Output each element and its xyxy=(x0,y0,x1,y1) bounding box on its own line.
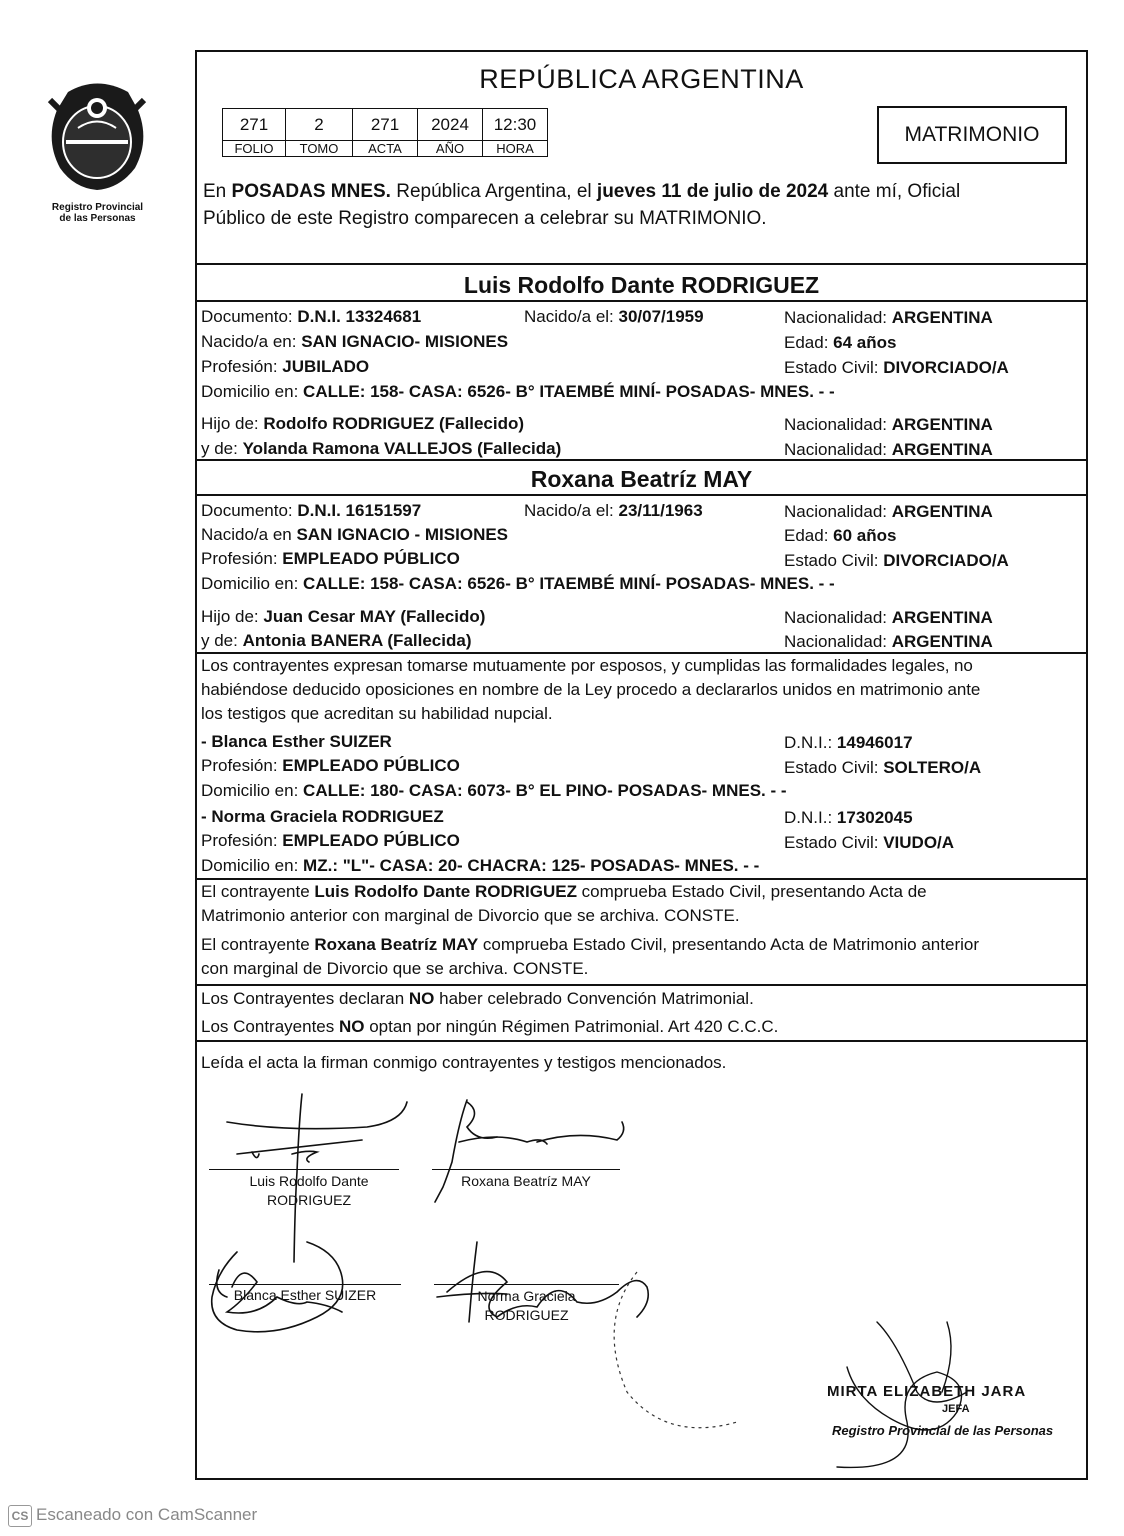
spouse2-name: Roxana Beatríz MAY xyxy=(530,466,753,492)
witness2-profession: Profesión: EMPLEADO PÚBLICO xyxy=(201,831,460,850)
spouse1-name: Luis Rodolfo Dante RODRIGUEZ xyxy=(463,272,820,298)
declaration-line1: Los contrayentes expresan tomarse mutuamente por esposos, y cumplidas las formalidades legales, no xyxy=(201,656,973,675)
signature-name-witness2-line2: RODRIGUEZ xyxy=(484,1307,569,1323)
divider xyxy=(197,984,1086,986)
witness2-civil-status: Estado Civil: VIUDO/A xyxy=(784,833,955,852)
divider xyxy=(197,652,1086,654)
note1-line1: El contrayente Luis Rodolfo Dante RODRIGUEZ comprueba Estado Civil, presentando Acta de xyxy=(201,882,927,901)
registry-table xyxy=(222,108,548,157)
logo-caption-line2: de las Personas xyxy=(59,213,136,224)
tomo-value: 2 xyxy=(286,109,353,141)
registry-stamp xyxy=(614,1272,737,1428)
divider xyxy=(197,300,1086,302)
spouse1-civil-status: Estado Civil: DIVORCIADO/A xyxy=(784,358,1009,377)
spouse2-mother-nationality: Nacionalidad: ARGENTINA xyxy=(784,632,993,651)
signature-witness1 xyxy=(212,1242,343,1332)
spouse1-nationality: Nacionalidad: ARGENTINA xyxy=(784,308,993,327)
signature-spouse2 xyxy=(435,1100,624,1202)
official-title: JEFA xyxy=(942,1403,970,1415)
closing-statement: Leída el acta la firman conmigo contrayentes y testigos mencionados. xyxy=(201,1053,727,1072)
spouse2-address: Domicilio en: CALLE: 158- CASA: 6526- B° ITAEMBÉ MINÍ- POSADAS- MNES. - - xyxy=(201,574,835,593)
folio-value: 271 xyxy=(223,109,286,141)
spouse2-father-nationality: Nacionalidad: ARGENTINA xyxy=(784,608,993,627)
note2-line2: con marginal de Divorcio que se archiva. CONSTE. xyxy=(201,959,589,978)
declaration-line2: habiéndose deducido oposiciones en nombre de la Ley procedo a declararlos unidos en matrimonio ante xyxy=(201,680,981,699)
witness2-dni: D.N.I.: 17302045 xyxy=(784,808,913,827)
spouse2-father: Hijo de: Juan Cesar MAY (Fallecido) xyxy=(201,607,486,626)
signature-spouse1 xyxy=(227,1094,407,1262)
official-office: Registro Provincial de las Personas xyxy=(832,1423,1054,1438)
act-type-box xyxy=(877,106,1067,164)
registry-logo xyxy=(30,70,165,230)
act-type-label: MATRIMONIO xyxy=(904,123,1040,146)
spouse2-profession: Profesión: EMPLEADO PÚBLICO xyxy=(201,549,460,568)
note2-line1: El contrayente Roxana Beatríz MAY comprueba Estado Civil, presentando Acta de Matrimonio anterior xyxy=(201,935,979,954)
spouse2-document: Documento: D.N.I. 16151597 xyxy=(201,501,422,520)
scanner-watermark: Escaneado con CamScanner xyxy=(36,1505,258,1524)
divider xyxy=(197,1040,1086,1042)
spouse2-mother: y de: Antonia BANERA (Fallecida) xyxy=(201,631,472,650)
convention-line1: Los Contrayentes declaran NO haber celebrado Convención Matrimonial. xyxy=(201,989,754,1008)
spouse1-birthdate: Nacido/a el: 30/07/1959 xyxy=(524,307,704,326)
signature-name-spouse2: Roxana Beatríz MAY xyxy=(461,1173,591,1189)
witness1-address: Domicilio en: CALLE: 180- CASA: 6073- B° EL PINO- POSADAS- MNES. - - xyxy=(201,781,787,800)
signature-name-witness2-line1: Norma Graciela xyxy=(477,1288,576,1304)
signature-name-spouse1-line2: RODRIGUEZ xyxy=(267,1192,351,1208)
divider xyxy=(197,878,1086,880)
marriage-certificate xyxy=(195,50,1088,1480)
convention-line2: Los Contrayentes NO optan por ningún Régimen Patrimonial. Art 420 C.C.C. xyxy=(201,1017,779,1036)
divider xyxy=(197,494,1086,496)
spouse1-mother-nationality: Nacionalidad: ARGENTINA xyxy=(784,440,993,459)
witness1-profession: Profesión: EMPLEADO PÚBLICO xyxy=(201,756,460,775)
witness1-civil-status: Estado Civil: SOLTERO/A xyxy=(784,758,982,777)
witness1-dni: D.N.I.: 14946017 xyxy=(784,733,913,752)
spouse1-age: Edad: 64 años xyxy=(784,333,897,352)
spouse2-civil-status: Estado Civil: DIVORCIADO/A xyxy=(784,551,1009,570)
signature-witness2 xyxy=(437,1242,648,1322)
signature-name-spouse1-line1: Luis Rodolfo Dante xyxy=(249,1173,369,1189)
spouse1-address: Domicilio en: CALLE: 158- CASA: 6526- B° ITAEMBÉ MINÍ- POSADAS- MNES. - - xyxy=(201,382,835,401)
note1-line2: Matrimonio anterior con marginal de Divorcio que se archiva. CONSTE. xyxy=(201,906,740,925)
hora-label: HORA xyxy=(483,141,548,157)
logo-caption-line1: Registro Provincial xyxy=(51,202,144,213)
spouse2-nationality: Nacionalidad: ARGENTINA xyxy=(784,502,993,521)
acta-value: 271 xyxy=(353,109,418,141)
official-name: MIRTA ELIZABETH JARA xyxy=(827,1383,1027,1400)
acta-label: ACTA xyxy=(353,141,418,157)
scanner-badge: CS xyxy=(8,1505,32,1527)
divider xyxy=(197,263,1086,265)
folio-label: FOLIO xyxy=(223,141,286,157)
spouse2-birthdate: Nacido/a el: 23/11/1963 xyxy=(524,501,703,520)
spouse2-birthplace: Nacido/a en SAN IGNACIO - MISIONES xyxy=(201,525,509,544)
spouse1-birthplace: Nacido/a en: SAN IGNACIO- MISIONES xyxy=(201,332,509,351)
intro-line1: En POSADAS MNES. República Argentina, el jueves 11 de julio de 2024 ante mí, Oficial xyxy=(203,181,961,202)
anio-label: AÑO xyxy=(418,141,483,157)
coat-of-arms-icon xyxy=(30,70,165,195)
spouse1-mother: y de: Yolanda Ramona VALLEJOS (Fallecida) xyxy=(201,439,562,458)
signature-name-witness1: Blanca Esther SUIZER xyxy=(233,1287,377,1303)
intro-line2: Público de este Registro comparecen a celebrar su MATRIMONIO. xyxy=(203,208,767,229)
anio-value: 2024 xyxy=(418,109,483,141)
tomo-label: TOMO xyxy=(286,141,353,157)
spouse1-document: Documento: D.N.I. 13324681 xyxy=(201,307,422,326)
country-heading: REPÚBLICA ARGENTINA xyxy=(479,64,804,94)
spouse1-profession: Profesión: JUBILADO xyxy=(201,357,370,376)
witness2-name: - Norma Graciela RODRIGUEZ xyxy=(201,807,444,826)
witness2-address: Domicilio en: MZ.: "L"- CASA: 20- CHACRA: 125- POSADAS- MNES. - - xyxy=(201,856,760,875)
declaration-line3: los testigos que acreditan su habilidad nupcial. xyxy=(201,704,553,723)
spouse1-father-nationality: Nacionalidad: ARGENTINA xyxy=(784,415,993,434)
spouse1-father: Hijo de: Rodolfo RODRIGUEZ (Fallecido) xyxy=(201,414,525,433)
spouse2-age: Edad: 60 años xyxy=(784,526,897,545)
divider xyxy=(197,459,1086,461)
hora-value: 12:30 xyxy=(483,109,548,141)
witness1-name: - Blanca Esther SUIZER xyxy=(201,732,392,751)
